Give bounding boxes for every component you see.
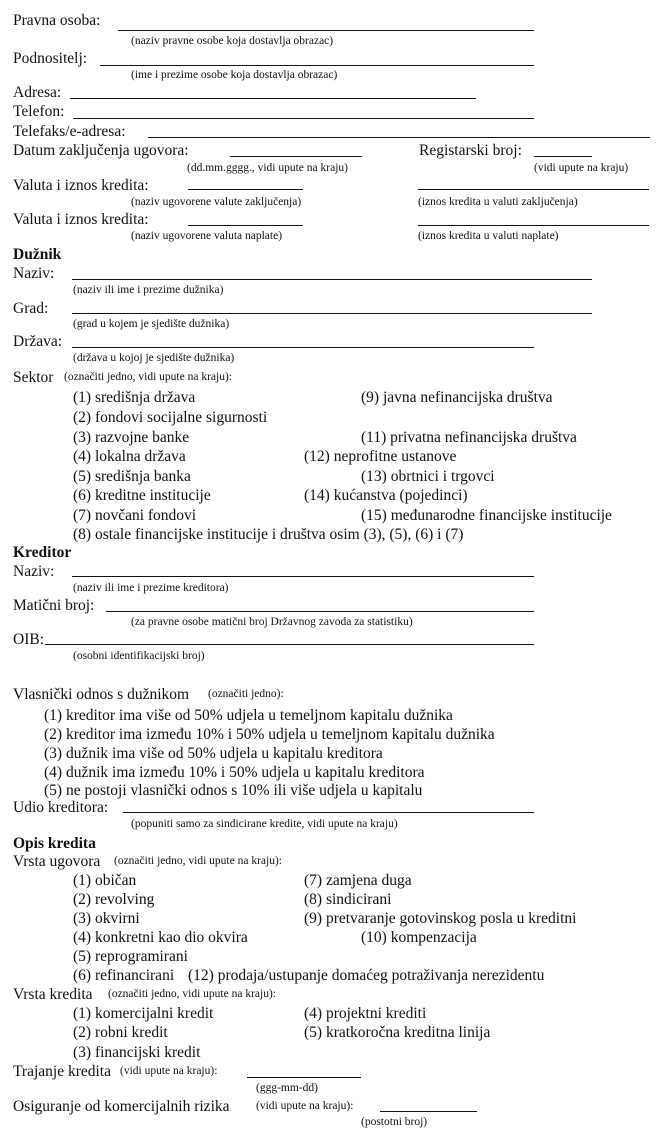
sektor-option[interactable]: (6) kreditne institucije <box>73 487 211 504</box>
vlasnicki-label: Vlasnički odnos s dužnikom <box>13 686 190 703</box>
maticni-field[interactable] <box>106 611 534 612</box>
valuta1-amount-field[interactable] <box>418 189 649 190</box>
trajanje-hint: (vidi upute na kraju): <box>120 1065 218 1077</box>
telefon-field[interactable] <box>73 118 534 119</box>
sektor-option[interactable]: (14) kućanstva (pojedinci) <box>304 487 468 504</box>
duznik-grad-field[interactable] <box>72 313 592 314</box>
sektor-option[interactable]: (11) privatna nefinancijska društva <box>361 429 577 446</box>
osiguranje-hint: (vidi upute na kraju): <box>256 1100 354 1112</box>
ugovor-option[interactable]: (12) prodaja/ustupanje domaćeg potraživanja nerezidentu <box>188 967 545 984</box>
duznik-drzava-hint: (država u kojoj je sjedište dužnika) <box>73 352 235 364</box>
registarski-hint: (vidi upute na kraju) <box>534 162 629 174</box>
kreditor-naziv-label: Naziv: <box>13 563 55 580</box>
datum-hint: (dd.mm.gggg., vidi upute na kraju) <box>187 162 348 174</box>
ugovor-option[interactable]: (8) sindicirani <box>304 891 392 908</box>
sektor-option[interactable]: (9) javna nefinancijska društva <box>361 389 553 406</box>
pravna-osoba-hint: (naziv pravne osobe koja dostavlja obrazac) <box>131 35 334 47</box>
udio-label: Udio kreditora: <box>13 799 109 816</box>
kreditor-naziv-hint: (naziv ili ime i prezime kreditora) <box>73 582 229 594</box>
sektor-option[interactable]: (1) središnja država <box>73 389 196 406</box>
podnositelj-hint: (ime i prezime osobe koja dostavlja obrazac) <box>131 69 338 81</box>
pravna-osoba-label: Pravna osoba: <box>13 12 101 29</box>
duznik-drzava-label: Država: <box>13 333 63 350</box>
valuta2-amount-field[interactable] <box>418 225 649 226</box>
oib-field[interactable] <box>45 644 534 645</box>
maticni-hint: (za pravne osobe matični broj Državnog zavoda za statistiku) <box>131 616 413 628</box>
vrsta-ugovora-hint: (označiti jedno, vidi upute na kraju): <box>114 855 282 867</box>
registarski-label: Registarski broj: <box>419 142 522 159</box>
vlasnicki-option[interactable]: (1) kreditor ima više od 50% udjela u temeljnom kapitalu dužnika <box>44 707 453 724</box>
adresa-field[interactable] <box>70 98 476 99</box>
kredit-option[interactable]: (4) projektni krediti <box>304 1005 427 1022</box>
sektor-label: Sektor <box>13 369 54 386</box>
telefaks-field[interactable] <box>148 137 650 138</box>
adresa-label: Adresa: <box>13 84 62 101</box>
ugovor-option[interactable]: (4) konkretni kao dio okvira <box>73 929 248 946</box>
valuta1-label: Valuta i iznos kredita: <box>13 177 149 194</box>
osiguranje-format: (postotni broj) <box>361 1116 428 1128</box>
sektor-option[interactable]: (13) obrtnici i trgovci <box>361 468 495 485</box>
ugovor-option[interactable]: (6) refinancirani <box>73 967 175 984</box>
kredit-option[interactable]: (5) kratkoročna kreditna linija <box>304 1024 491 1041</box>
vlasnicki-option[interactable]: (4) dužnik ima između 10% i 50% udjela u kapitalu kreditora <box>44 764 425 781</box>
valuta1-hint-amount: (iznos kredita u valuti zaključenja) <box>418 196 578 208</box>
duznik-naziv-hint: (naziv ili ime i prezime dužnika) <box>73 284 224 296</box>
sektor-option[interactable]: (3) razvojne banke <box>73 429 190 446</box>
ugovor-option[interactable]: (1) običan <box>73 872 137 889</box>
kreditor-naziv-field[interactable] <box>72 576 534 577</box>
udio-hint: (popuniti samo za sindicirane kredite, vidi upute na kraju) <box>131 818 398 830</box>
ugovor-option[interactable]: (2) revolving <box>73 891 155 908</box>
ugovor-option[interactable]: (5) reprogramirani <box>73 948 188 965</box>
vrsta-ugovora-label: Vrsta ugovora <box>13 853 101 870</box>
udio-field[interactable] <box>123 812 534 813</box>
sektor-option[interactable]: (8) ostale financijske institucije i društva osim (3), (5), (6) i (7) <box>73 526 464 543</box>
kredit-option[interactable]: (2) robni kredit <box>73 1024 168 1041</box>
ugovor-option[interactable]: (10) kompenzacija <box>361 929 477 946</box>
pravna-osoba-field[interactable] <box>118 30 534 31</box>
vlasnicki-option[interactable]: (5) ne postoji vlasnički odnos s 10% ili više udjela u kapitalu <box>44 782 423 799</box>
sektor-option[interactable]: (15) međunarodne financijske institucije <box>361 507 612 524</box>
trajanje-format: (ggg-mm-dd) <box>256 1082 318 1094</box>
sektor-option[interactable]: (7) novčani fondovi <box>73 507 197 524</box>
ugovor-option[interactable]: (7) zamjena duga <box>304 872 412 889</box>
datum-label: Datum zaključenja ugovora: <box>13 142 189 159</box>
oib-hint: (osobni identifikacijski broj) <box>73 650 205 662</box>
vlasnicki-option[interactable]: (2) kreditor ima između 10% i 50% udjela u temeljnom kapitalu dužnika <box>44 726 495 743</box>
ugovor-option[interactable]: (9) pretvaranje gotovinskog posla u kreditni <box>304 910 577 927</box>
kreditor-heading: Kreditor <box>13 544 72 561</box>
valuta2-label: Valuta i iznos kredita: <box>13 211 149 228</box>
vlasnicki-hint: (označiti jedno): <box>208 688 284 700</box>
valuta2-currency-field[interactable] <box>188 225 303 226</box>
ugovor-option[interactable]: (3) okvirni <box>73 910 140 927</box>
osiguranje-label: Osiguranje od komercijalnih rizika <box>13 1098 230 1115</box>
sektor-hint: (označiti jedno, vidi upute na kraju): <box>64 371 232 383</box>
sektor-option[interactable]: (5) središnja banka <box>73 468 191 485</box>
osiguranje-field[interactable] <box>380 1111 477 1112</box>
valuta2-hint-currency: (naziv ugovorene valuta naplate) <box>131 230 283 242</box>
podnositelj-field[interactable] <box>100 65 534 66</box>
vrsta-kredita-label: Vrsta kredita <box>13 986 93 1003</box>
telefon-label: Telefon: <box>13 103 65 120</box>
opis-heading: Opis kredita <box>13 835 96 852</box>
registarski-field[interactable] <box>534 156 592 157</box>
duznik-drzava-field[interactable] <box>72 347 534 348</box>
sektor-option[interactable]: (4) lokalna država <box>73 448 186 465</box>
oib-label: OIB: <box>13 631 44 648</box>
vlasnicki-option[interactable]: (3) dužnik ima više od 50% udjela u kapitalu kreditora <box>44 745 383 762</box>
datum-field[interactable] <box>230 156 362 157</box>
valuta1-currency-field[interactable] <box>188 189 303 190</box>
valuta1-hint-currency: (naziv ugovorene valute zaključenja) <box>131 196 302 208</box>
valuta2-hint-amount: (iznos kredita u valuti naplate) <box>418 230 559 242</box>
kredit-option[interactable]: (1) komercijalni kredit <box>73 1005 214 1022</box>
sektor-option[interactable]: (12) neprofitne ustanove <box>304 448 457 465</box>
kredit-option[interactable]: (3) financijski kredit <box>73 1044 201 1061</box>
sektor-option[interactable]: (2) fondovi socijalne sigurnosti <box>73 409 268 426</box>
telefaks-label: Telefaks/e-adresa: <box>13 123 126 140</box>
podnositelj-label: Podnositelj: <box>13 50 88 67</box>
trajanje-field[interactable] <box>247 1077 361 1078</box>
duznik-naziv-label: Naziv: <box>13 265 55 282</box>
maticni-label: Matični broj: <box>13 597 95 614</box>
duznik-heading: Dužnik <box>13 246 62 263</box>
trajanje-label: Trajanje kredita <box>13 1063 111 1080</box>
duznik-grad-hint: (grad u kojem je sjedište dužnika) <box>73 318 230 330</box>
duznik-naziv-field[interactable] <box>72 279 592 280</box>
duznik-grad-label: Grad: <box>13 300 49 317</box>
vrsta-kredita-hint: (označiti jedno, vidi upute na kraju): <box>108 988 276 1000</box>
